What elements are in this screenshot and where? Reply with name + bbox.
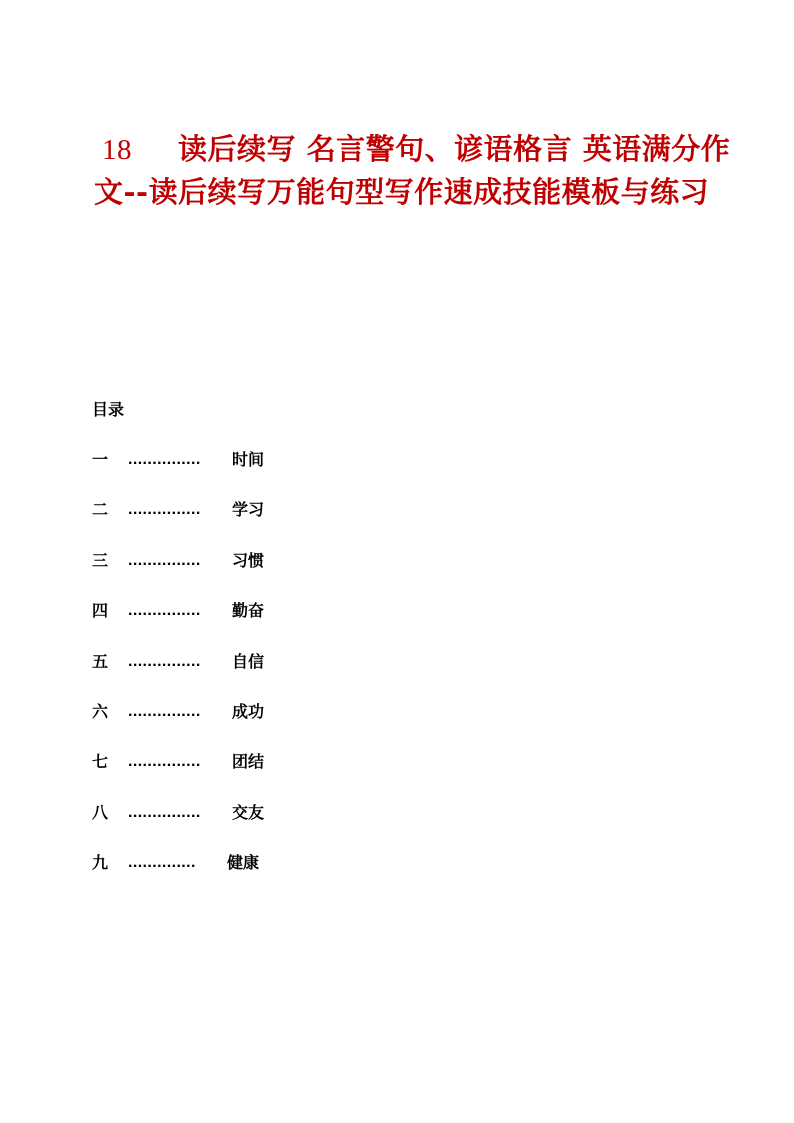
toc-entry-number: 三 bbox=[92, 550, 109, 570]
toc-entry-label: 学习 bbox=[232, 500, 265, 520]
toc-entry-number: 六 bbox=[92, 701, 109, 721]
toc-entry-number: 二 bbox=[92, 500, 109, 520]
toc-entry-dots: ............... bbox=[128, 803, 201, 821]
toc-entry bbox=[92, 801, 352, 825]
toc-entry bbox=[92, 750, 352, 774]
toc-entry-number: 一 bbox=[92, 450, 109, 469]
table-of-contents bbox=[92, 398, 352, 902]
toc-entry-number: 五 bbox=[92, 651, 109, 671]
toc-entry-label: 自信 bbox=[232, 651, 265, 671]
toc-entry-label: 团结 bbox=[232, 752, 265, 772]
toc-entry-label: 成功 bbox=[232, 701, 265, 721]
document-title bbox=[94, 128, 734, 213]
toc-entry-number: 四 bbox=[92, 601, 109, 621]
toc-entry bbox=[92, 851, 352, 875]
toc-entry bbox=[92, 549, 352, 573]
toc-entry bbox=[92, 448, 352, 472]
toc-entry bbox=[92, 498, 352, 522]
toc-entry-label: 时间 bbox=[232, 450, 265, 469]
toc-entry-number: 九 bbox=[92, 853, 109, 873]
toc-entry-dots: ............... bbox=[128, 753, 201, 771]
toc-entry-number: 八 bbox=[92, 802, 109, 822]
toc-entry-label: 健康 bbox=[227, 853, 260, 873]
toc-entry-dots: .............. bbox=[128, 854, 196, 872]
toc-entry bbox=[92, 599, 352, 623]
title-number: 18 bbox=[102, 134, 132, 166]
toc-entry-label: 习惯 bbox=[232, 550, 265, 570]
toc-entry-dots: ............... bbox=[128, 652, 201, 670]
toc-entry-label: 交友 bbox=[232, 802, 265, 822]
toc-entry-number: 七 bbox=[92, 752, 109, 772]
toc-entry bbox=[92, 650, 352, 674]
toc-heading: 目录 bbox=[92, 400, 125, 419]
title-text: 读后续写 名言警句、谚语格言 英语满分作文--读后续写万能句型写作速成技能模板与练习 bbox=[94, 132, 731, 209]
toc-entry-dots: ............... bbox=[128, 602, 201, 620]
toc-entry-dots: ............... bbox=[128, 451, 201, 468]
toc-entry bbox=[92, 700, 352, 724]
toc-entry-dots: ............... bbox=[128, 501, 201, 519]
toc-entry-dots: ............... bbox=[128, 702, 201, 720]
toc-entry-dots: ............... bbox=[128, 551, 201, 569]
toc-entry-label: 勤奋 bbox=[232, 601, 265, 621]
